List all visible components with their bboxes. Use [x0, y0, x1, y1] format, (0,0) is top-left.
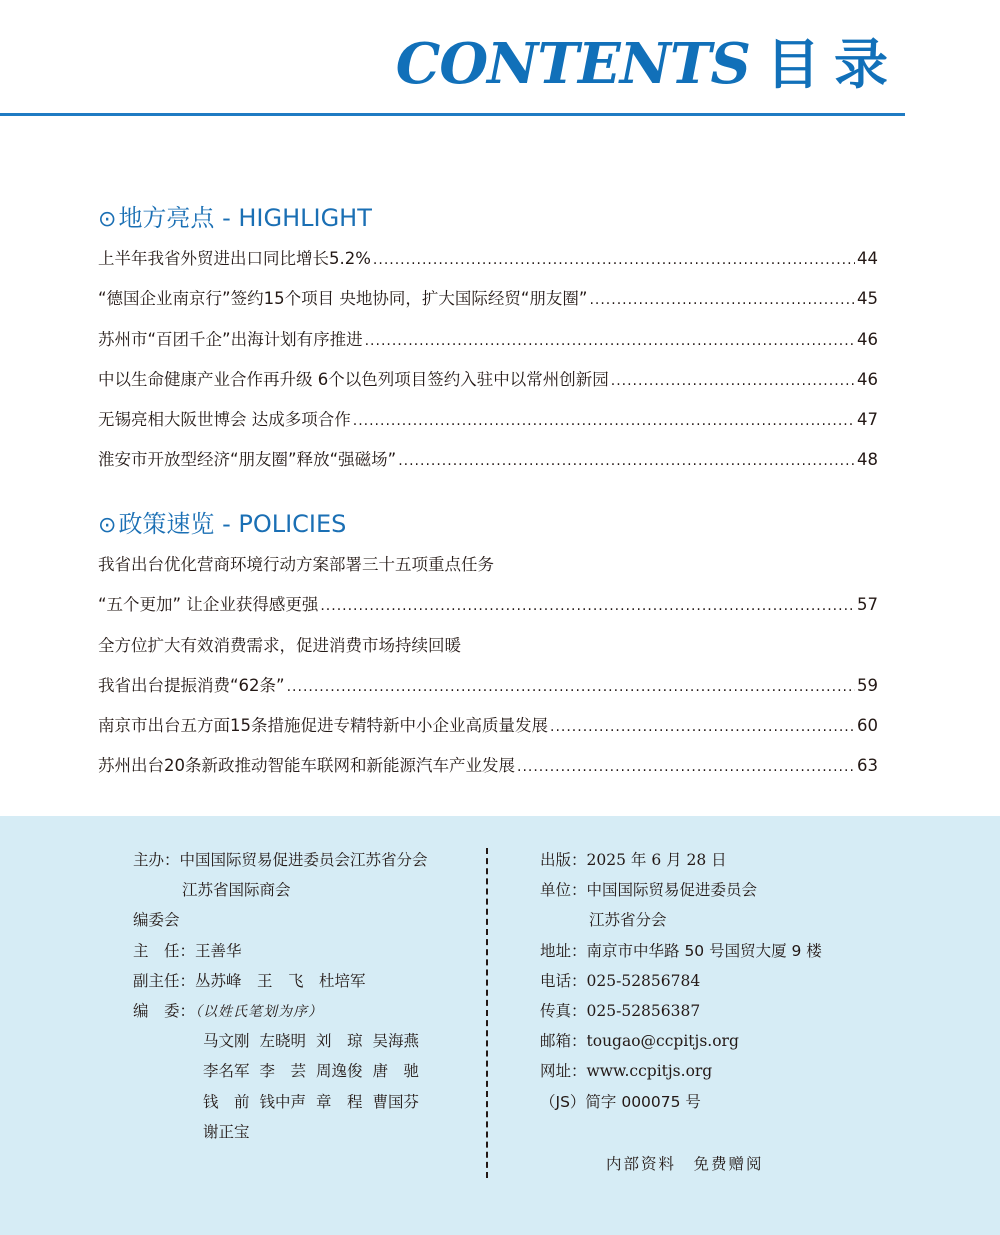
unit-name: 中国国际贸易促进委员会 — [586, 881, 758, 900]
unit-line — [540, 875, 870, 905]
host-line-2 — [133, 875, 463, 905]
member-name: 曹国芬 — [372, 1092, 420, 1111]
members-row — [133, 1026, 463, 1056]
member-name: 钱中声 — [259, 1092, 307, 1111]
toc-entry[interactable] — [98, 746, 878, 786]
phone-value: 025-52856784 — [586, 971, 701, 990]
email-value[interactable]: tougao@ccpitjs.org — [586, 1032, 739, 1051]
address-line — [540, 936, 870, 966]
committee-label: 编委会 — [133, 911, 180, 930]
toc-entry[interactable] — [98, 440, 878, 480]
toc-entry-page: 63 — [857, 756, 878, 776]
phone-line — [540, 966, 870, 996]
toc-entry-page: 44 — [857, 249, 878, 268]
member-name: 李名军 — [203, 1062, 250, 1081]
director-line — [133, 936, 463, 966]
fax-value: 025-52856387 — [586, 1001, 701, 1020]
members-note: （以姓氏笔划为序） — [195, 1003, 324, 1020]
section-heading-text: 地方亮点 - HIGHLIGHT — [118, 204, 372, 232]
toc-entry-page: 45 — [857, 289, 878, 309]
masthead-left — [133, 845, 463, 1147]
header — [0, 0, 1000, 118]
circle-dot-icon: ⊙ — [98, 207, 117, 232]
committee-line — [133, 905, 463, 935]
license-line — [540, 1087, 870, 1117]
publish-label: 出版： — [540, 851, 587, 869]
dot-leader — [589, 280, 855, 320]
dot-leader — [550, 707, 855, 747]
section-heading — [98, 201, 878, 235]
section-highlight — [98, 201, 878, 481]
toc-entry[interactable] — [98, 279, 878, 319]
unit-label: 单位： — [540, 881, 587, 900]
member-name: 马文刚 — [203, 1032, 250, 1051]
toc-entry-title: 全方位扩大有效消费需求，促进消费市场持续回暖 — [98, 635, 461, 655]
fax-line — [540, 996, 870, 1026]
toc-entry[interactable] — [98, 585, 878, 625]
unit-line-2 — [540, 905, 870, 935]
member-name: 刘 琼 — [316, 1032, 363, 1051]
circle-dot-icon: ⊙ — [98, 513, 117, 538]
toc-entry-title: 淮安市开放型经济“朋友圈”释放“强磁场” — [98, 450, 397, 470]
toc-entry-page: 48 — [857, 450, 878, 470]
dot-leader — [353, 401, 855, 441]
address-value: 南京市中华路 50 号国贸大厦 9 楼 — [586, 941, 822, 960]
toc-entry-title: 上半年我省外贸进出口同比增长5.2% — [98, 249, 371, 268]
dot-leader — [320, 586, 855, 626]
toc-entry[interactable] — [98, 239, 878, 279]
director-name: 王善华 — [195, 941, 242, 960]
members-row — [133, 1087, 463, 1117]
toc-entry-title: “德国企业南京行”签约15个项目 央地协同，扩大国际经贸“朋友圈” — [98, 289, 588, 309]
host-name: 中国国际贸易促进委员会江苏省分会 — [179, 851, 428, 869]
title-cn: 目录 — [766, 33, 902, 96]
toc-entry-title: 我省出台提振消费“62条” — [98, 675, 285, 695]
toc-entry-title: 苏州市“百团千企”出海计划有序推进 — [98, 329, 363, 349]
members-row — [133, 1117, 463, 1147]
member-name: 左晓明 — [259, 1032, 307, 1051]
toc-entry-page: 60 — [857, 716, 878, 736]
toc-entry-page: 47 — [857, 410, 878, 430]
members-label: 编 委： — [133, 1001, 196, 1020]
host-line — [133, 845, 463, 875]
member-name: 周逸俊 — [316, 1062, 363, 1081]
toc-entry-title: 我省出台优化营商环境行动方案部署三十五项重点任务 — [98, 555, 494, 574]
publish-line — [540, 845, 870, 875]
free-distribution-note: 内部资料 免费赠阅 — [606, 1155, 764, 1173]
dot-leader — [398, 441, 855, 481]
member-name: 吴海燕 — [372, 1032, 420, 1051]
host-name-2: 江苏省国际商会 — [182, 881, 291, 900]
member-name: 谢正宝 — [203, 1122, 250, 1141]
dot-leader — [287, 667, 855, 707]
deputy-line — [133, 966, 463, 996]
section-policies — [98, 507, 878, 787]
page-title — [396, 22, 902, 99]
header-divider — [0, 113, 905, 116]
title-en: CONTENTS — [395, 31, 750, 97]
deputy-label: 副主任： — [133, 971, 196, 990]
address-label: 地址： — [540, 941, 587, 960]
host-label: 主办： — [133, 851, 180, 869]
toc-entry-headline[interactable] — [98, 626, 878, 666]
unit-name-2: 江苏省分会 — [589, 911, 667, 930]
members-row — [133, 1056, 463, 1086]
toc-entry[interactable] — [98, 360, 878, 400]
website-label: 网址： — [540, 1062, 587, 1081]
toc-entry-title: 苏州出台20条新政推动智能车联网和新能源汽车产业发展 — [98, 756, 515, 776]
toc-entry-page: 57 — [857, 595, 878, 615]
director-label: 主 任： — [133, 941, 196, 960]
member-name: 章 程 — [316, 1092, 363, 1111]
phone-label: 电话： — [540, 971, 587, 990]
dot-leader — [373, 240, 855, 280]
section-heading-text: 政策速览 - POLICIES — [118, 510, 347, 538]
masthead-right — [540, 845, 870, 1117]
toc-entry[interactable] — [98, 666, 878, 706]
toc-entry-title: “五个更加” 让企业获得感更强 — [98, 595, 319, 615]
toc-entry[interactable] — [98, 706, 878, 746]
toc-entry-page: 59 — [857, 675, 878, 695]
toc-entry-title: 南京市出台五方面15条措施促进专精特新中小企业高质量发展 — [98, 716, 548, 736]
website-line — [540, 1056, 870, 1086]
dot-leader — [611, 361, 855, 401]
toc-entry-title: 无锡亮相大阪世博会 达成多项合作 — [98, 410, 351, 430]
deputy-names: 丛苏峰 王 飞 杜培军 — [195, 971, 366, 990]
member-name: 李 芸 — [259, 1062, 307, 1081]
email-line — [540, 1026, 870, 1056]
toc-entry-page: 46 — [857, 369, 878, 389]
masthead-panel — [0, 816, 1000, 1235]
website-value[interactable]: www.ccpitjs.org — [586, 1062, 713, 1081]
member-name: 唐 驰 — [372, 1062, 420, 1081]
member-name: 钱 前 — [203, 1092, 250, 1111]
members-line — [133, 996, 463, 1026]
dashed-divider — [486, 848, 488, 1178]
toc-entry-headline[interactable] — [98, 545, 878, 585]
license-value: （JS）简字 000075 号 — [540, 1092, 701, 1111]
email-label: 邮箱： — [540, 1032, 587, 1051]
toc-entry[interactable] — [98, 400, 878, 440]
toc-entry-page: 46 — [857, 329, 878, 349]
toc-entry[interactable] — [98, 320, 878, 360]
fax-label: 传真： — [540, 1001, 587, 1020]
publish-date: 2025 年 6 月 28 日 — [586, 851, 727, 869]
section-heading — [98, 507, 878, 541]
dot-leader — [365, 321, 855, 361]
dot-leader — [517, 747, 855, 787]
toc-entry-title: 中以生命健康产业合作再升级 6个以色列项目签约入驻中以常州创新园 — [98, 369, 609, 389]
